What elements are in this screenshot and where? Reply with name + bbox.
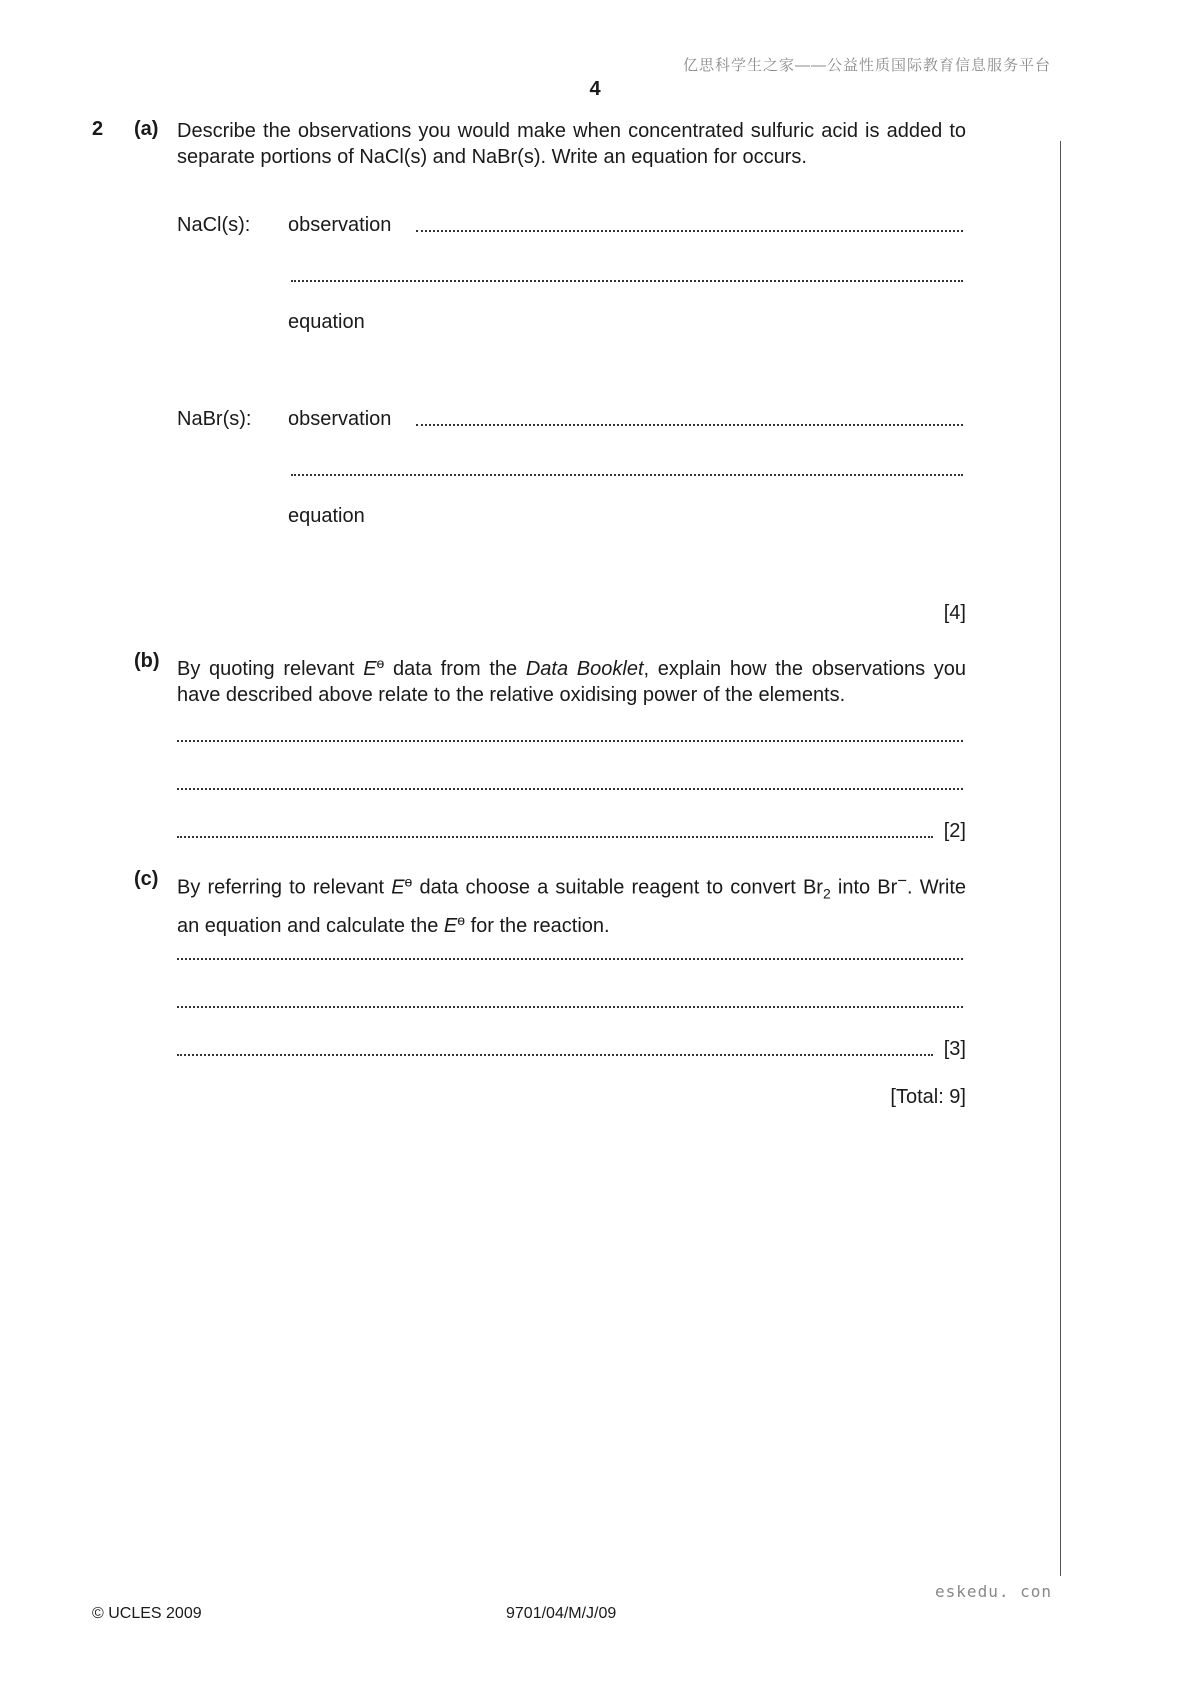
nabr-label: NaBr(s): bbox=[177, 408, 252, 430]
part-b-line-2[interactable] bbox=[177, 788, 963, 790]
superscript-minus: − bbox=[897, 871, 908, 890]
margin-rule bbox=[1060, 141, 1061, 1576]
nacl-equation-label: equation bbox=[288, 311, 365, 333]
part-c-marks: [3] bbox=[943, 1038, 966, 1060]
part-c-line-3[interactable] bbox=[177, 1054, 933, 1056]
nabr-observation-line-2[interactable] bbox=[291, 474, 963, 476]
part-b-text-2: data from the bbox=[393, 658, 518, 680]
part-c-text-1: By referring to relevant bbox=[177, 876, 385, 899]
total-marks: [Total: 9] bbox=[890, 1086, 966, 1108]
e-symbol: E bbox=[363, 658, 377, 680]
nabr-observation-label: observation bbox=[288, 408, 392, 430]
footer-copyright: © UCLES 2009 bbox=[92, 1605, 202, 1622]
part-b-marks: [2] bbox=[943, 820, 966, 842]
part-c-text-4: . Write an equation and calculate the bbox=[177, 876, 967, 937]
part-a-marks: [4] bbox=[943, 602, 966, 624]
nabr-equation-label: equation bbox=[288, 505, 365, 527]
e-symbol: E bbox=[443, 914, 458, 937]
part-c-text bbox=[177, 868, 966, 939]
part-c-line-1[interactable] bbox=[177, 958, 963, 960]
part-b-text bbox=[177, 650, 966, 708]
standard-symbol: ɵ bbox=[376, 655, 385, 671]
nabr-observation-line-1[interactable] bbox=[416, 424, 963, 426]
part-c-text-2: data choose a suitable reagent to convert Br bbox=[419, 876, 823, 899]
part-c-label: (c) bbox=[134, 868, 159, 890]
footer-watermark: eskedu. con bbox=[935, 1582, 1052, 1601]
nacl-observation-line-1[interactable] bbox=[416, 230, 963, 232]
data-booklet-ref: Data Booklet bbox=[525, 658, 644, 680]
question-number: 2 bbox=[92, 118, 104, 140]
part-a-text: Describe the observations you would make when concentrated sulfuric acid is added to separate portions of NaCl(s) and NaBr(s). Write an equation for occurs. bbox=[177, 120, 966, 168]
nacl-observation-line-2[interactable] bbox=[291, 280, 963, 282]
part-c-line-2[interactable] bbox=[177, 1006, 963, 1008]
footer-code: 9701/04/M/J/09 bbox=[506, 1605, 617, 1622]
part-b-line-1[interactable] bbox=[177, 740, 963, 742]
subscript-2: 2 bbox=[822, 885, 831, 902]
standard-symbol: ɵ bbox=[404, 873, 413, 890]
page-number: 4 bbox=[589, 78, 601, 100]
part-c-text-5: for the reaction. bbox=[470, 914, 610, 937]
nacl-observation-label: observation bbox=[288, 214, 392, 236]
part-a-label: (a) bbox=[134, 118, 159, 140]
e-symbol: E bbox=[391, 876, 405, 899]
standard-symbol: ɵ bbox=[457, 911, 466, 928]
part-b-label: (b) bbox=[134, 650, 160, 672]
part-b-line-3[interactable] bbox=[177, 836, 933, 838]
header-watermark: 亿思科学生之家——公益性质国际教育信息服务平台 bbox=[682, 57, 1051, 74]
part-b-text-3: , explain how the observations you have described above relate to the relative oxidising power of the elements. bbox=[177, 658, 967, 706]
nacl-label: NaCl(s): bbox=[177, 214, 251, 236]
part-b-text-1: By quoting relevant bbox=[177, 658, 355, 680]
part-c-text-3: into Br bbox=[830, 876, 898, 899]
